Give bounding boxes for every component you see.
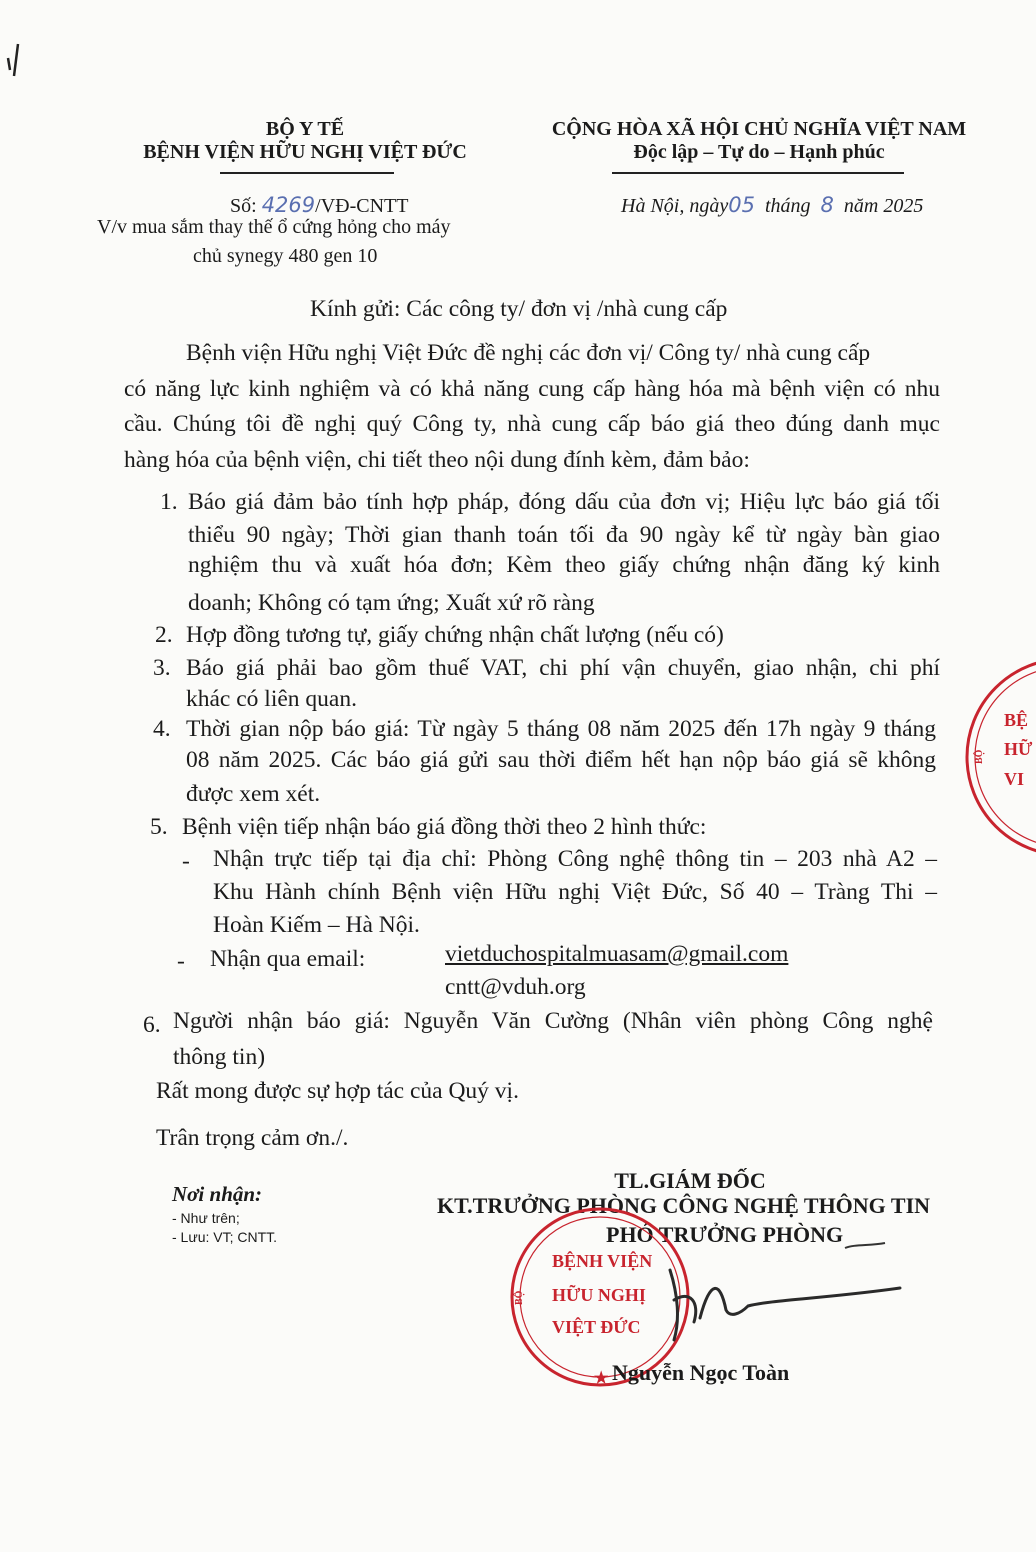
item-4-line-1: Thời gian nộp báo giá: Từ ngày 5 tháng 08 năm 2025 đến 17h ngày 9 tháng <box>186 716 936 742</box>
partial-stamp-line-1: BỆ <box>1004 710 1029 730</box>
email-label: Nhận qua email: <box>210 946 366 972</box>
item-6-number: 6. <box>143 1012 161 1038</box>
signature-on-behalf: TL.GIÁM ĐỐC <box>614 1168 766 1193</box>
margin-mark <box>0 18 40 78</box>
document-number: Số: 4269/VĐ-CNTT <box>230 193 409 217</box>
sub-item-direct-bullet: - <box>182 848 190 874</box>
stamp-line-3: VIỆT ĐỨC <box>552 1317 641 1337</box>
hospital-underline <box>220 172 394 174</box>
signature-position: PHÓ TRƯỞNG PHÒNG <box>606 1222 844 1247</box>
handwritten-signature <box>630 1240 910 1350</box>
stamp-line-1: BỆNH VIỆN <box>552 1251 653 1271</box>
handwritten-day: 05 <box>728 193 755 217</box>
item-3-line-2: khác có liên quan. <box>186 686 357 712</box>
item-1-number: 1. <box>160 489 178 515</box>
sub-item-direct-line-3: Hoàn Kiếm – Hà Nội. <box>213 912 420 938</box>
item-4-line-2: 08 năm 2025. Các báo giá gửi sau thời điểm hết hạn nộp báo giá sẽ không <box>186 747 936 773</box>
partial-stamp-side: BỘ <box>974 749 985 764</box>
handwritten-number: 4269 <box>261 193 316 217</box>
item-5-line-1: Bệnh viện tiếp nhận báo giá đồng thời theo 2 hình thức: <box>182 814 707 840</box>
sub-item-email-bullet: - <box>177 948 185 974</box>
sub-item-direct-line-1: Nhận trực tiếp tại địa chỉ: Phòng Công nghệ thông tin – 203 nhà A2 – <box>213 846 937 872</box>
item-3-number: 3. <box>153 655 171 681</box>
country-name: CỘNG HÒA XÃ HỘI CHỦ NGHĨA VIỆT NAM <box>551 118 967 140</box>
closing-line-1: Rất mong được sự hợp tác của Quý vị. <box>156 1078 519 1104</box>
partial-stamp-right <box>960 652 1036 862</box>
intro-line-1: Bệnh viện Hữu nghị Việt Đức đề nghị các đơn vị/ Công ty/ nhà cung cấp <box>186 340 871 366</box>
national-motto: Độc lập – Tự do – Hạnh phúc <box>633 141 885 163</box>
greeting: Kính gửi: Các công ty/ đơn vị /nhà cung cấp <box>310 296 728 322</box>
partial-stamp-line-3: VI <box>1004 769 1025 789</box>
item-1-line-4: doanh; Không có tạm ứng; Xuất xứ rõ ràng <box>188 590 595 616</box>
item-3-line-1: Báo giá phải bao gồm thuế VAT, chi phí vận chuyển, giao nhận, chi phí <box>186 655 940 681</box>
item-1-line-1: Báo giá đảm bảo tính hợp pháp, đóng dấu của đơn vị; Hiệu lực báo giá tối <box>188 489 940 515</box>
stamp-line-2: HỮU NGHỊ <box>552 1285 646 1305</box>
item-4-line-3: được xem xét. <box>186 781 321 807</box>
intro-line-2: có năng lực kinh nghiệm và có khả năng cung cấp hàng hóa mà bệnh viện có nhu <box>124 376 940 402</box>
subject-line-2: chủ synegy 480 gen 10 <box>193 245 378 267</box>
subject-line-1: V/v mua sắm thay thế ổ cứng hỏng cho máy <box>97 216 451 238</box>
item-2-line-1: Hợp đồng tương tự, giấy chứng nhận chất lượng (nếu có) <box>186 622 724 648</box>
hospital-name: BỆNH VIỆN HỮU NGHỊ VIỆT ĐỨC <box>143 141 467 163</box>
signature-department: KT.TRƯỞNG PHÒNG CÔNG NGHỆ THÔNG TIN <box>437 1193 931 1218</box>
recipients-title: Nơi nhận: <box>172 1182 263 1206</box>
item-1-line-2: thiểu 90 ngày; Thời gian thanh toán tối đa 90 ngày kể từ ngày bàn giao <box>188 522 940 548</box>
email-link-1[interactable]: vietduchospitalmuasam@gmail.com <box>445 941 789 967</box>
intro-line-3: cầu. Chúng tôi đề nghị quý Công ty, nhà cung cấp báo giá theo đúng danh mục <box>124 411 940 437</box>
ministry-name: BỘ Y TẾ <box>265 118 345 140</box>
item-6-line-1: Người nhận báo giá: Nguyễn Văn Cường (Nhân viên phòng Công nghệ <box>173 1008 933 1034</box>
item-4-number: 4. <box>153 716 171 742</box>
handwritten-month: 8 <box>820 193 834 217</box>
email-2: cntt@vduh.org <box>445 974 586 1000</box>
item-1-line-3: nghiệm thu và xuất hóa đơn; Kèm theo giấy chứng nhận đăng ký kinh <box>188 552 940 578</box>
signatory-name: Nguyễn Ngọc Toàn <box>612 1360 790 1385</box>
sub-item-direct-line-2: Khu Hành chính Bệnh viện Hữu nghị Việt Đức, Số 40 – Tràng Thi – <box>213 879 937 905</box>
item-2-number: 2. <box>155 622 173 648</box>
stamp-side-label: BỘ <box>514 1290 525 1305</box>
partial-stamp-line-2: HỮ <box>1004 739 1033 759</box>
motto-underline <box>612 172 904 174</box>
item-6-line-2: thông tin) <box>173 1044 266 1070</box>
recipients-line-2: - Lưu: VT; CNTT. <box>172 1229 278 1245</box>
recipients-line-1: - Như trên; <box>172 1210 240 1226</box>
item-5-number: 5. <box>150 814 168 840</box>
intro-line-4: hàng hóa của bệnh viện, chi tiết theo nội dung đính kèm, đảm bảo: <box>124 447 750 473</box>
document-date: Hà Nội, ngày05 tháng 8 năm 2025 <box>621 193 924 217</box>
closing-line-2: Trân trọng cảm ơn./. <box>156 1125 349 1151</box>
stamp-star: ★ <box>594 1370 609 1387</box>
